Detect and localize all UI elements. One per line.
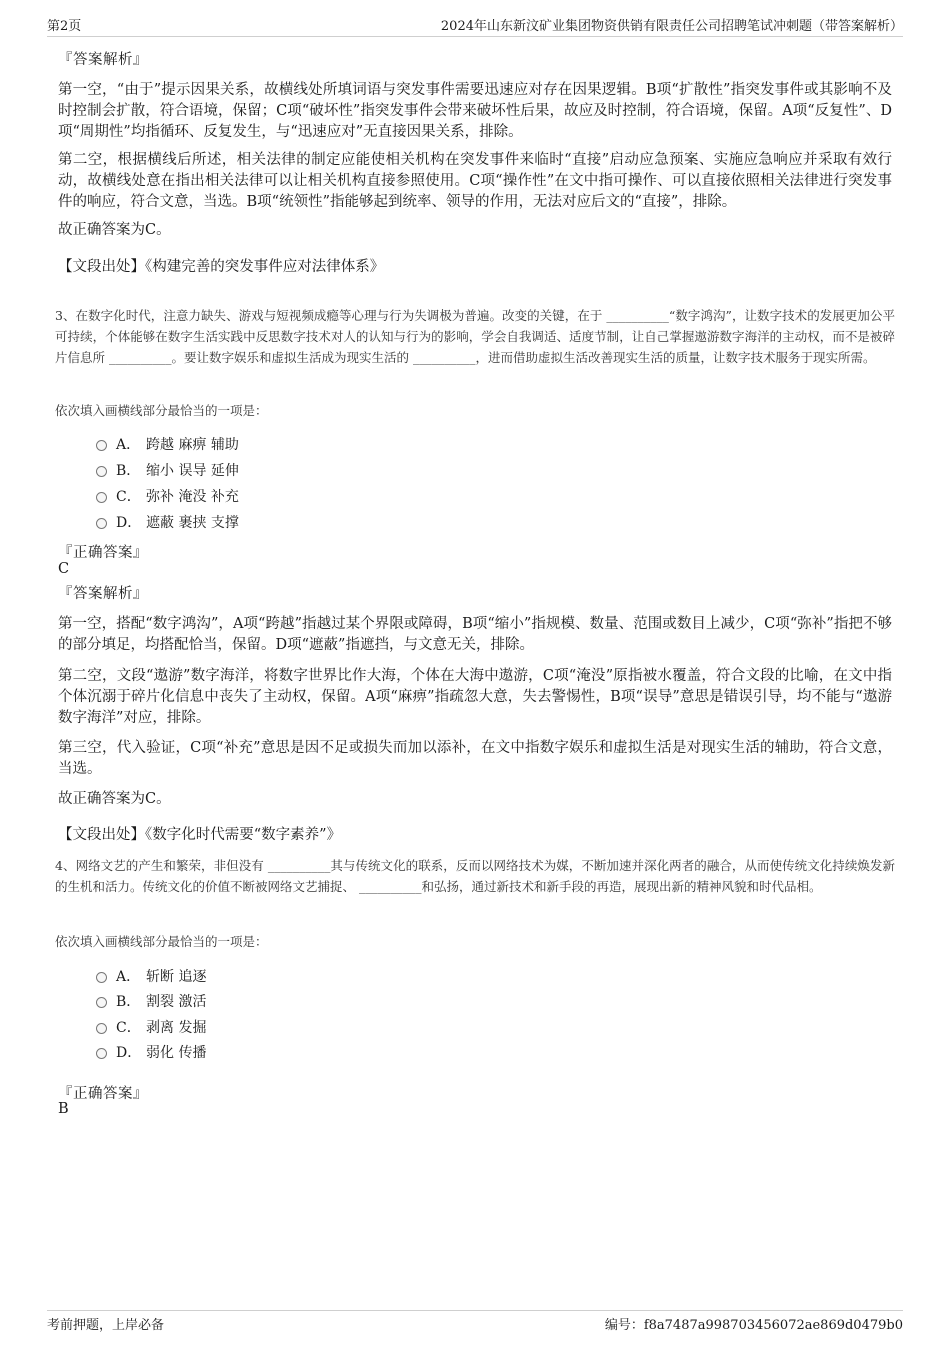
option-text: 弱化 传播: [146, 1045, 207, 1061]
q3-analysis-paragraph-3: 第三空，代入验证，C项“补充”意思是因不足或损失而加以添补，在文中指数字娱乐和虚拟生活是对现实生活的辅助，符合文意，当选。: [58, 740, 892, 777]
q3-analysis-paragraph-1: 第一空，搭配“数字鸿沟”，A项“跨越”指越过某个界限或障碍，B项“缩小”指规模、数量、范围或数目上减少，C项“弥补”指把不够的部分填足，均搭配恰当，保留。D项“遮蔽”指遮挡，与文意无关，排除。: [58, 616, 892, 653]
q4-option-b[interactable]: [96, 990, 206, 1012]
option-text: 弥补 淹没 补充: [146, 489, 239, 505]
q4-option-c[interactable]: [96, 1016, 206, 1038]
radio-icon[interactable]: [96, 972, 107, 983]
q3-option-a[interactable]: [96, 433, 239, 455]
q3-analysis-label: 『答案解析』: [58, 586, 148, 602]
option-text: 缩小 误导 延伸: [146, 463, 239, 479]
q3-correct-answer: C: [58, 561, 70, 577]
option-letter: B．: [116, 994, 141, 1010]
q3-prompt: 依次填入画横线部分最恰当的一项是：: [55, 403, 268, 418]
q2-analysis-paragraph-2: 第二空，根据横线后所述，相关法律的制定应能使相关机构在突发事件来临时“直接”启动应急预案、实施应急响应并采取有效行动，故横线处意在指出相关法律可以让相关机构直接参照使用。C项“操作性”在文中指可操作、可以直接依照相关法律进行突发事件的响应，符合文意，当选。B项“统领性”指能够起到统率、领导的作用，无法对应后文的“直接”，排除。: [58, 152, 892, 210]
radio-icon[interactable]: [96, 1023, 107, 1034]
q3-option-d[interactable]: [96, 511, 239, 533]
q3-analysis-paragraph-2: 第二空，文段“遨游”数字海洋，将数字世界比作大海，个体在大海中遨游，C项“淹没”原指被水覆盖，符合文段的比喻，在文中指个体沉溺于碎片化信息中丧失了主动权，保留。A项“麻痹”指疏忽大意，失去警惕性，B项“误导”意思是错误引导，均不能与“遨游数字海洋”对应，排除。: [58, 668, 892, 726]
q4-option-d[interactable]: [96, 1041, 206, 1063]
q4-stem: [55, 855, 895, 897]
radio-icon[interactable]: [96, 466, 107, 477]
q3-option-b[interactable]: [96, 459, 239, 481]
option-text: 遮蔽 裹挟 支撑: [146, 515, 239, 531]
q4-correct-label: 『正确答案』: [58, 1086, 148, 1102]
radio-icon[interactable]: [96, 997, 107, 1008]
q4-stem-text: 网络文艺的产生和繁荣，非但没有 __________其与传统文化的联系，反而以网络技术为媒，不断加速并深化两者的融合，从而使传统文化持续焕发新的生机和活力。传统文化的价值不断被网络文艺捕捉、 __________和弘扬，通过新技术和新手段的再造，展现出新的精神风貌和时代品相。: [55, 858, 896, 894]
q4-correct-answer: B: [58, 1101, 69, 1117]
q2-analysis-paragraph-1: 第一空，“由于”提示因果关系，故横线处所填词语与突发事件需要迅速应对存在因果逻辑。B项“扩散性”指突发事件或其影响不及时控制会扩散，符合语境，保留；C项“破坏性”指突发事件会带来破坏性后果，故应及时控制，符合语境，保留。A项“反复性”、D项“周期性”均指循环、反复发生，与“迅速应对”无直接因果关系，排除。: [58, 82, 892, 140]
page-footer: [47, 1310, 903, 1333]
q3-option-c[interactable]: [96, 485, 239, 507]
q3-stem-text: 在数字化时代，注意力缺失、游戏与短视频成瘾等心理与行为失调极为普遍。改变的关键，在于 __________“数字鸿沟”，让数字技术的发展更加公平可持续，个体能够在数字生活实践中反思数字技术对人的认知与行为的影响，学会自我调适、适度节制，让自己掌握遨游数字海洋的主动权，而不是被碎片信息所 __________。要让数字娱乐和虚拟生活成为现实生活的 __________，进而借助虚拟生活改善现实生活的质量，让数字技术服务于现实所需。: [55, 308, 895, 365]
document-id: 编号：f8a7487a998703456072ae869d0479b0: [604, 1318, 903, 1333]
q4-option-a[interactable]: [96, 965, 206, 987]
option-letter: A．: [116, 437, 141, 453]
q2-source: 【文段出处】《构建完善的突发事件应对法律体系》: [58, 259, 385, 275]
q4-prompt: 依次填入画横线部分最恰当的一项是：: [55, 934, 268, 949]
q3-number: 3、: [55, 308, 76, 323]
option-letter: C．: [116, 1020, 141, 1036]
option-letter: D．: [116, 1045, 142, 1061]
q3-conclusion: 故正确答案为C。: [58, 791, 171, 807]
option-text: 割裂 激活: [146, 994, 207, 1010]
option-text: 剥离 发掘: [146, 1020, 207, 1036]
page-number: 第2页: [47, 19, 82, 34]
option-text: 斩断 追逐: [146, 969, 207, 985]
q3-correct-label: 『正确答案』: [58, 545, 148, 561]
option-text: 跨越 麻痹 辅助: [146, 437, 239, 453]
option-letter: A．: [116, 969, 141, 985]
q4-number: 4、: [55, 858, 76, 873]
option-letter: C．: [116, 489, 141, 505]
radio-icon[interactable]: [96, 1048, 107, 1059]
q2-analysis-label: 『答案解析』: [58, 52, 148, 68]
option-letter: D．: [116, 515, 142, 531]
radio-icon[interactable]: [96, 440, 107, 451]
q2-conclusion: 故正确答案为C。: [58, 222, 171, 238]
option-letter: B．: [116, 463, 141, 479]
radio-icon[interactable]: [96, 518, 107, 529]
footer-slogan: 考前押题，上岸必备: [47, 1318, 165, 1333]
page-header: [47, 14, 903, 37]
q3-stem: [55, 305, 895, 368]
document-title: 2024年山东新汶矿业集团物资供销有限责任公司招聘笔试冲刺题（带答案解析）: [440, 19, 903, 34]
q3-source: 【文段出处】《数字化时代需要“数字素养”》: [58, 827, 342, 843]
radio-icon[interactable]: [96, 492, 107, 503]
